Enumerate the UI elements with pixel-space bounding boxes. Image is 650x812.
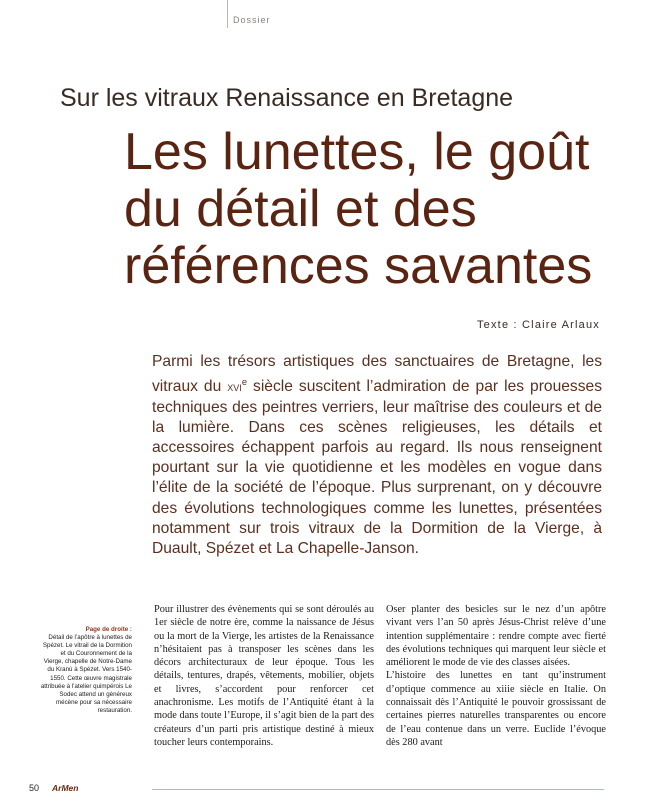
- photo-caption: [40, 626, 132, 715]
- caption-head: Page de droite :: [85, 626, 132, 633]
- caption-text: Détail de l’apôtre à lunettes de Spézet. Le vitrail de la Dormition et du Couronnement de la Vierge, chapelle de Notre-Dame du Kranù à Spézet. Vers 1540-1550. Cette œuvre magistrale attribuée à l’atelier quimpérois Le Sodec attend un généreux mécène pour sa nécessaire restauration.: [40, 634, 132, 714]
- lede-part1: Parmi les trésors artistiques des sanctuaires de Bretagne, les vitraux du: [152, 353, 602, 396]
- lede-century-sup: e: [241, 377, 248, 388]
- section-label: Dossier: [233, 15, 271, 25]
- body-paragraph: Pour illustrer des évènements qui se sont déroulés au 1er siècle de notre ère, comme la naissance de Jésus ou la mort de la Vierge, les artistes de la Renaissance n’hésitaient pas à transposer les scènes dans les décors architecturaux de leur époque. Tous les détails, tentures, drapés, vêtements, mobilier, objets et livres, s’accordent pour renforcer cet anachronisme. Les motifs de l’Antiquité étant à la mode dans toute l’Europe, il s’agit bien de la part des créateurs d’un parti pris artistique destiné à mieux toucher leurs contemporains.: [154, 604, 374, 748]
- lede-century: xvi: [227, 379, 242, 395]
- page-number: 50: [29, 783, 40, 793]
- byline: Texte : Claire Arlaux: [476, 319, 600, 331]
- lede-paragraph: [152, 352, 602, 559]
- body-column-1: [154, 603, 374, 749]
- kicker: Sur les vitraux Renaissance en Bretagne: [60, 84, 514, 112]
- footer-rule: [152, 789, 604, 790]
- body-column-2: [386, 603, 606, 749]
- body-paragraph: Oser planter des besicles sur le nez d’un apôtre vivant vers l’an 50 après Jésus-Christ relève d’une intention supplémentaire : rendre compte avec fierté des évolutions techniques qui marquent leur siècle et améliorent le mode de vie des classes aisées.: [386, 604, 606, 669]
- magazine-logo: ArMen: [52, 783, 79, 793]
- article-title: Les lunettes, le goût du détail et des références savantes: [124, 123, 593, 295]
- header-rule: [227, 0, 228, 28]
- lede-part2: siècle suscitent l’admiration de par les prouesses techniques des peintres verriers, leur maîtrise des couleurs et de la lumière. Dans ces scènes religieuses, les détails et accessoires échappent parfois au regard. Ils nous renseignent pourtant sur la vie quotidienne et les modèles en vogue dans l’élite de la société de l’époque. Plus surprenant, on y découvre des évolutions technologiques comme les lunettes, présentées notamment sur trois vitraux de la Dormition de la Vierge, à Duault, Spézet et La Chapelle-Janson.: [152, 378, 602, 558]
- body-paragraph: L’histoire des lunettes en tant qu’instrument d’optique commence au xiiie siècle en Italie. On connaissait dès l’Antiquité le pouvoir grossissant de certaines pierres naturelles transparentes ou encore de l’eau contenue dans un verre. Euclide l’évoque dès 280 avant: [386, 670, 606, 748]
